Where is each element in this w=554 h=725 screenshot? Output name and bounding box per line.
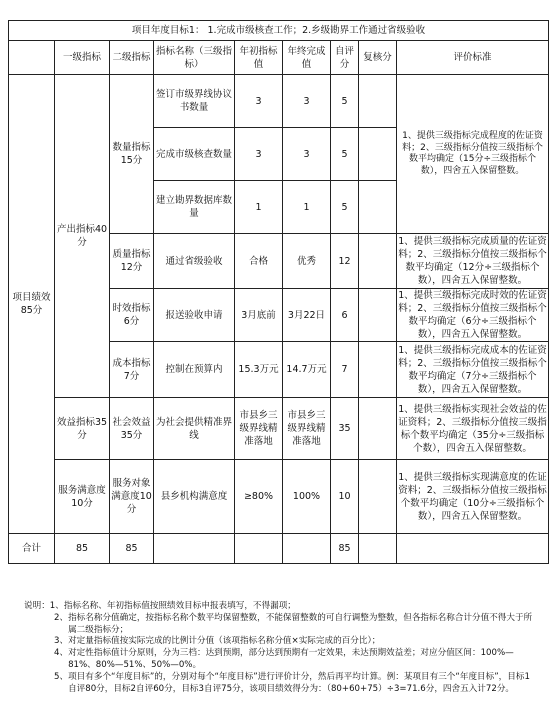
goal-label: 项目年度目标1：	[131, 25, 205, 36]
header-level3: 指标名称（三级指标）	[154, 41, 235, 75]
note-text: 对定量指标值按实际完成的比例计分值（该项指标名称分值×实际完成的百分比）；	[68, 636, 381, 647]
benefit-indicator: 效益指标35分	[55, 398, 110, 460]
initial-value: 市县乡三级界线精准落地	[235, 398, 283, 460]
table-row	[9, 398, 549, 460]
indicator-name: 建立勘界数据库数量	[154, 181, 235, 234]
total-blank	[283, 534, 331, 564]
total-level2: 85	[110, 534, 154, 564]
quality-indicator: 质量指标12分	[110, 234, 154, 289]
self-score: 35	[331, 398, 359, 460]
initial-value: 3月底前	[235, 289, 283, 342]
cost-standard: 1、提供三级指标完成成本的佐证资料；2、三级指标分值按三级指标个数平均确定（7分÷三级指标个数），四舍五入保留整数。	[397, 342, 549, 398]
header-final: 年终完成值	[283, 41, 331, 75]
total-blank	[154, 534, 235, 564]
total-label: 合计	[9, 534, 55, 564]
review-score	[359, 398, 397, 460]
self-score: 6	[331, 289, 359, 342]
note-index: 2、	[54, 612, 69, 623]
indicator-name: 控制在预算内	[154, 342, 235, 398]
indicator-name: 报送验收申请	[154, 289, 235, 342]
self-score: 5	[331, 128, 359, 181]
review-score	[359, 181, 397, 234]
total-review-score	[359, 534, 397, 564]
benefit-standard: 1、提供三级指标实现社会效益的佐证资料；2、三级指标分值按三级指标个数平均确定（35分÷三级指标个数），四舍五入保留整数。	[397, 398, 549, 460]
note-item	[24, 636, 538, 648]
satisfaction-standard: 1、提供三级指标实现满意度的佐证资料；2、三级指标分值按三级指标个数平均确定（10分÷三级指标个数），四舍五入保留整数。	[397, 460, 549, 534]
note-index: 说明：1、	[24, 601, 64, 611]
review-score	[359, 289, 397, 342]
goal-text: 1.完成市级核查工作；2.乡级勘界工作通过省级验收	[207, 25, 426, 36]
final-value: 市县乡三级界线精准落地	[283, 398, 331, 460]
service-satisfaction-indicator: 服务对象满意度10分	[110, 460, 154, 534]
header-standard: 评价标准	[397, 41, 549, 75]
social-benefit-indicator: 社会效益35分	[110, 398, 154, 460]
header-level2: 二级指标	[110, 41, 154, 75]
evaluation-sheet	[8, 20, 548, 590]
quality-standard: 1、提供三级指标完成质量的佐证资料；2、三级指标分值按三级指标个数平均确定（12分÷三级指标个数），四舍五入保留整数。	[397, 234, 549, 289]
final-value: 3	[283, 128, 331, 181]
final-value: 优秀	[283, 234, 331, 289]
final-value: 3	[283, 75, 331, 128]
indicator-name: 完成市级核查数量	[154, 128, 235, 181]
initial-value: ≥80%	[235, 460, 283, 534]
self-score: 5	[331, 75, 359, 128]
review-score	[359, 342, 397, 398]
indicator-name: 通过省级验收	[154, 234, 235, 289]
initial-value: 合格	[235, 234, 283, 289]
initial-value: 15.3万元	[235, 342, 283, 398]
cost-indicator: 成本指标7分	[110, 342, 154, 398]
review-score	[359, 128, 397, 181]
indicator-name: 签订市级界线协议书数量	[154, 75, 235, 128]
initial-value: 3	[235, 128, 283, 181]
note-text: 对定性指标值计分原则，分为三档：达到预期，部分达到预期有一定效果，未达预期效益差；对应分值区间：100%—81%、80%—51%、50%—0%。	[68, 648, 514, 670]
final-value: 14.7万元	[283, 342, 331, 398]
notes	[24, 601, 538, 695]
note-text: 指标名称、年初指标值按照绩效目标申报表填写，不得漏项；	[63, 601, 296, 611]
review-score	[359, 234, 397, 289]
note-text: 项目有多个“年度目标”的，分别对每个“年度目标”进行评价计分，然后再平均计算。例：某项目有三个“年度目标”，目标1自评80分，目标2自评60分，目标3自评75分，该项目绩效得分为：（80+60+75）÷3=71.6分，四舍五入计72分。	[68, 671, 530, 694]
self-score: 5	[331, 181, 359, 234]
header-review-score: 复核分	[359, 41, 397, 75]
note-index: 5、	[54, 671, 69, 682]
indicator-name: 县乡机构满意度	[154, 460, 235, 534]
header-row	[9, 41, 549, 75]
self-score: 12	[331, 234, 359, 289]
indicator-name: 为社会提供精准界线	[154, 398, 235, 460]
initial-value: 3	[235, 75, 283, 128]
timeliness-indicator: 时效指标6分	[110, 289, 154, 342]
header-initial: 年初指标值	[235, 41, 283, 75]
final-value: 100%	[283, 460, 331, 534]
annual-goal	[9, 21, 549, 41]
evaluation-table	[8, 20, 549, 564]
total-level1: 85	[55, 534, 110, 564]
total-blank	[397, 534, 549, 564]
note-item	[24, 648, 538, 672]
quantity-standard: 1、提供三级指标完成程度的佐证资料；2、三级指标分值按三级指标个数平均确定（15分÷三级指标个数），四舍五入保留整数。	[397, 75, 549, 234]
note-item	[24, 601, 538, 613]
final-value: 1	[283, 181, 331, 234]
header-self-score: 自评分	[331, 41, 359, 75]
total-self-score: 85	[331, 534, 359, 564]
self-score: 7	[331, 342, 359, 398]
header-blank	[9, 41, 55, 75]
note-item	[24, 613, 538, 637]
note-text: 指标名称分值确定，按指标名称个数平均保留整数，不能保留整数的可自行调整为整数，但各指标名称合计分值不得大于所属二级指标分；	[68, 612, 533, 635]
output-indicator: 产出指标40分	[55, 75, 110, 398]
final-value: 3月22日	[283, 289, 331, 342]
total-blank	[235, 534, 283, 564]
note-index: 4、	[54, 648, 69, 659]
table-row	[9, 75, 549, 128]
timeliness-standard: 1、提供三级指标完成时效的佐证资料；2、三级指标分值按三级指标个数平均确定（6分÷三级指标个数），四舍五入保留整数。	[398, 290, 547, 340]
review-score	[359, 75, 397, 128]
note-index: 3、	[54, 636, 69, 647]
table-row	[9, 460, 549, 534]
header-level1: 一级指标	[55, 41, 110, 75]
level1-performance: 项目绩效85分	[9, 75, 55, 534]
initial-value: 1	[235, 181, 283, 234]
total-row	[9, 534, 549, 564]
note-item	[24, 672, 538, 696]
goal-row	[9, 21, 549, 41]
self-score: 10	[331, 460, 359, 534]
quantity-indicator: 数量指标15分	[110, 75, 154, 234]
satisfaction-indicator: 服务满意度10分	[55, 460, 110, 534]
review-score	[359, 460, 397, 534]
